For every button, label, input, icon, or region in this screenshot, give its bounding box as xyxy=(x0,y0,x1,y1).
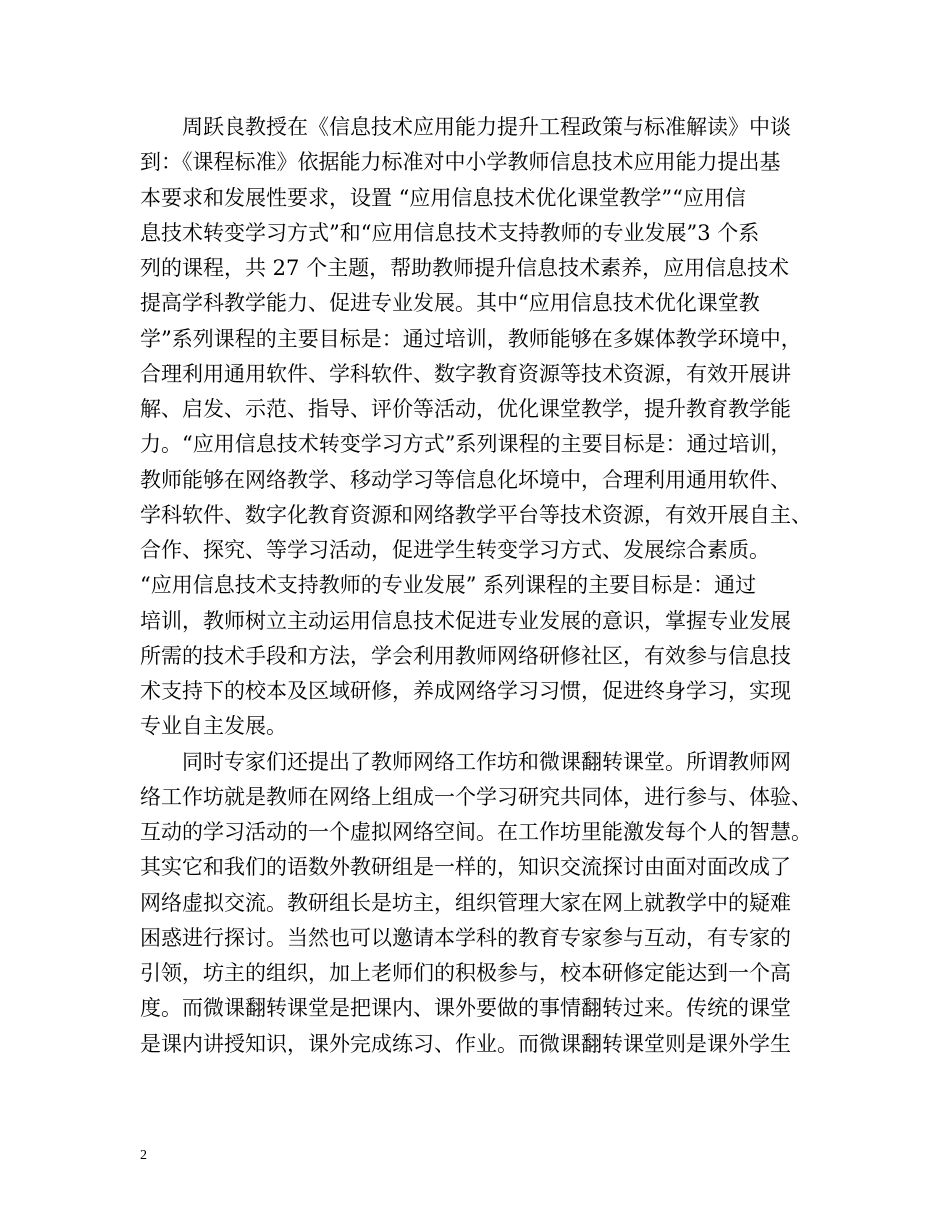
body-text xyxy=(140,110,820,1062)
paragraph-2-line-1: 同时专家们还提出了教师网络工作坊和微课翻转课堂。所谓教师网 xyxy=(182,749,791,774)
paragraph-1-line-8: 合理利用通用软件、学科软件、数字教育资源等技术资源，有效开展讲 xyxy=(140,361,791,386)
paragraph-1-line-7: 学”系列课程的主要目标是：通过培训，教师能够在多媒体教学环境中， xyxy=(140,326,802,351)
paragraph-1-line-11: 教师能够在网络教学、移动学习等信息化坏境中，合理利用通用软件、 xyxy=(140,467,791,492)
paragraph-1-line-5: 列的课程，共 27 个主题，帮助教师提升信息技术素养，应用信息技术 xyxy=(140,256,790,280)
paragraph-1-line-12: 学科软件、数字化教育资源和网络教学平台等技术资源，有效开展自主、 xyxy=(140,502,812,527)
paragraph-1-line-3: 本要求和发展性要求，设置 “应用信息技术优化课堂教学”“应用信 xyxy=(140,185,746,210)
paragraph-1-line-16: 所需的技术手段和方法，学会利用教师网络研修社区，有效参与信息技 xyxy=(140,643,791,668)
paragraph-2-line-4: 其实它和我们的语数外教研组是一样的，知识交流探讨由面对面改成了 xyxy=(140,855,791,880)
paragraph-2-line-6: 困惑进行探讨。当然也可以邀请本学科的教育专家参与互动，有专家的 xyxy=(140,925,791,950)
paragraph-1-line-2: 到：《课程标准》依据能力标准对中小学教师信息技术应用能力提出基 xyxy=(140,150,781,175)
paragraph-1-line-14: “应用信息技术支持教师的专业发展” 系列课程的主要目标是：通过 xyxy=(140,573,757,598)
paragraph-2-line-7: 引领，坊主的组织，加上老师们的积极参与，校本研修定能达到一个高 xyxy=(140,961,791,985)
paragraph-1-line-6: 提高学科教学能力、促进专业发展。其中“应用信息技术优化课堂教 xyxy=(140,291,760,316)
paragraph-2-line-8: 度。而微课翻转课堂是把课内、课外要做的事情翻转过来。传统的课堂 xyxy=(140,996,791,1021)
paragraph-1-line-9: 解、启发、示范、指导、评价等活动，优化课堂教学，提升教育教学能 xyxy=(140,397,791,421)
paragraph-1-line-10: 力。“应用信息技术转变学习方式”系列课程的主要目标是：通过培训， xyxy=(140,432,792,457)
paragraph-1-line-13: 合作、探究、等学习活动，促进学生转变学习方式、发展综合素质。 xyxy=(140,538,770,562)
paragraph-1-line-17: 术支持下的校本及区域研修，养成网络学习习惯，促进终身学习，实现 xyxy=(140,679,791,703)
paragraph-2-line-5: 网络虚拟交流。教研组长是坊主，组织管理大家在网上就教学中的疑难 xyxy=(140,890,791,915)
paragraph-1-line-1: 周跃良教授在《信息技术应用能力提升工程政策与标准解读》中谈 xyxy=(182,115,791,139)
paragraph-1-line-18: 专业自主发展。 xyxy=(140,714,287,739)
paragraph-2-line-2: 络工作坊就是教师在网络上组成一个学习研究共同体，进行参与、体验、 xyxy=(140,784,812,809)
paragraph-1-line-4: 息技术转变学习方式”和“应用信息技术支持教师的专业发展”3 个系 xyxy=(140,220,760,245)
page-number: 2 xyxy=(140,1148,147,1163)
paragraph-1-line-15: 培训，教师树立主动运用信息技术促进专业发展的意识，掌握专业发展 xyxy=(140,608,791,633)
paragraph-2-line-9: 是课内讲授知识，课外完成练习、作业。而微课翻转课堂则是课外学生 xyxy=(140,1031,791,1056)
paragraph-2-line-3: 互动的学习活动的一个虚拟网络空间。在工作坊里能激发每个人的智慧。 xyxy=(140,820,812,844)
